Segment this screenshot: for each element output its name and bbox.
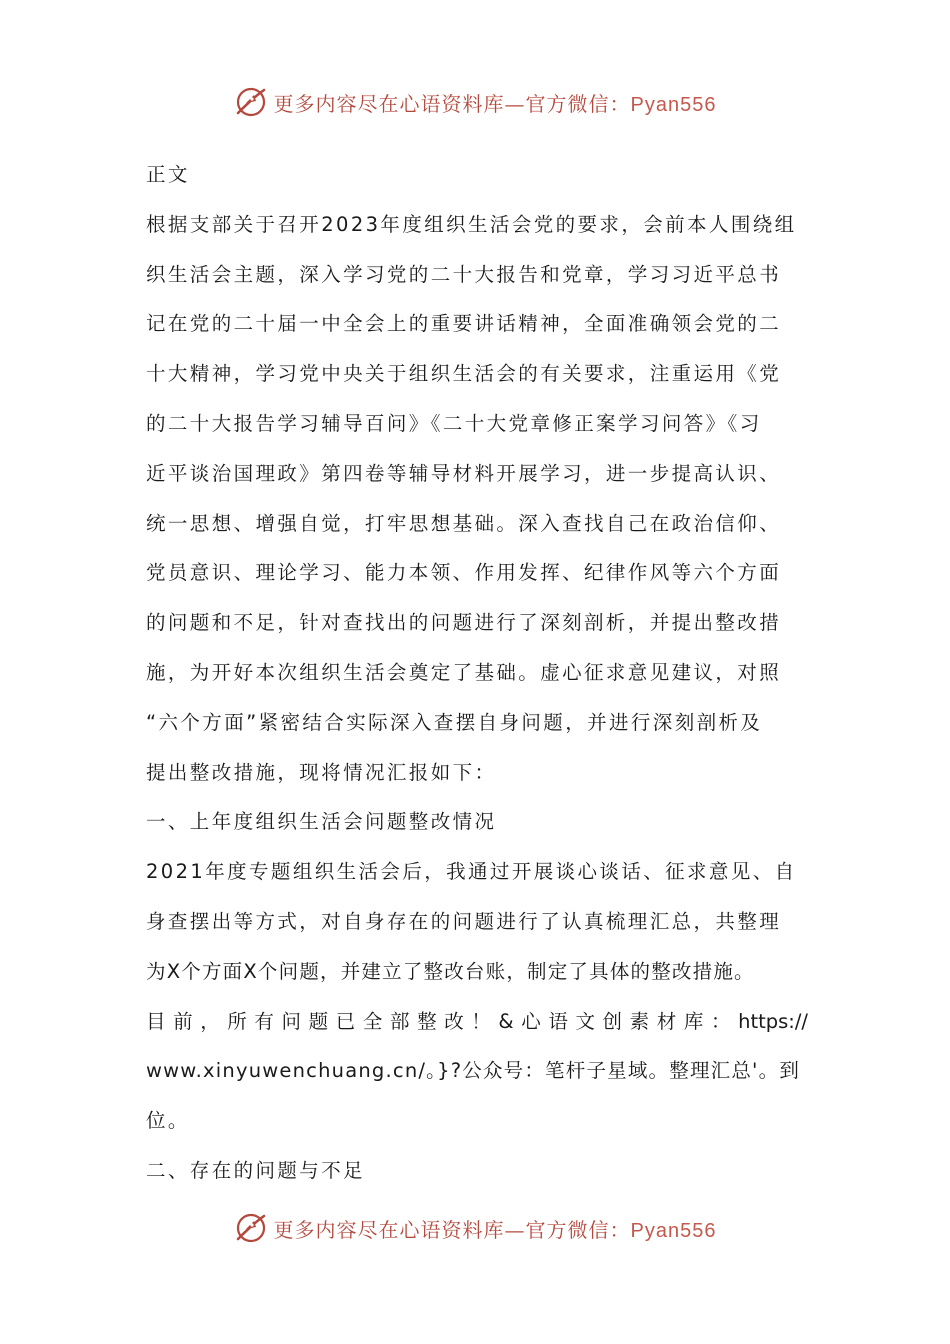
header-banner [0, 82, 950, 122]
paragraph-line: www.xinyuwenchuang.cn/。}?公众号：笔杆子星域。整理汇总'。到 [146, 1059, 801, 1083]
paragraph-line: 根据支部关于召开2023年度组织生活会党的要求，会前本人围绕组 [146, 212, 797, 236]
paragraph-line: 的二十大报告学习辅导百问》《二十大党章修正案学习问答》《习 [146, 411, 762, 435]
paragraph-line: “六个方面”紧密结合实际深入查摆自身问题，并进行深刻剖析及 [146, 710, 763, 734]
heading-zhengwen: 正文 [146, 163, 190, 186]
paragraph-line: 2021年度专题组织生活会后，我通过开展谈心谈话、征求意见、自 [146, 860, 797, 884]
wechat-id: Pyan556 [630, 93, 717, 116]
pen-nib-logo-icon [234, 85, 268, 119]
banner-text: 更多内容尽在心语资料库—官方微信：Pyan556 [273, 1217, 717, 1242]
wechat-id: Pyan556 [630, 1219, 717, 1242]
paragraph-line: 目前，所有问题已全部整改！&心语文创素材库：https:// [146, 1009, 808, 1033]
paragraph-line: 为X个方面X个问题，并建立了整改台账，制定了具体的整改措施。 [146, 959, 755, 983]
paragraph-line: 提出整改措施，现将情况汇报如下： [146, 760, 497, 784]
paragraph-line: 党员意识、理论学习、能力本领、作用发挥、纪律作风等六个方面 [146, 561, 782, 585]
section-heading-1: 一、上年度组织生活会问题整改情况 [146, 810, 497, 834]
footer-banner [0, 1208, 950, 1248]
paragraph-line: 身查摆出等方式，对自身存在的问题进行了认真梳理汇总，共整理 [146, 909, 782, 933]
pen-nib-logo-icon [234, 1211, 268, 1245]
paragraph-line: 的问题和不足，针对查找出的问题进行了深刻剖析，并提出整改措 [146, 611, 782, 635]
section-heading-2: 二、存在的问题与不足 [146, 1158, 366, 1182]
paragraph-line: 织生活会主题，深入学习党的二十大报告和党章，学习习近平总书 [146, 262, 782, 286]
paragraph-line: 十大精神，学习党中央关于组织生活会的有关要求，注重运用《党 [146, 362, 782, 386]
document-body [146, 150, 808, 1196]
paragraph-line: 近平谈治国理政》第四卷等辅导材料开展学习，进一步提高认识、 [146, 461, 782, 485]
paragraph-line: 记在党的二十届一中全会上的重要讲话精神，全面准确领会党的二 [146, 312, 782, 336]
paragraph-line: 位。 [146, 1109, 190, 1133]
paragraph-line: 施，为开好本次组织生活会奠定了基础。虚心征求意见建议，对照 [146, 660, 782, 684]
banner-text: 更多内容尽在心语资料库—官方微信：Pyan556 [273, 91, 717, 116]
paragraph-line: 统一思想、增强自觉，打牢思想基础。深入查找自己在政治信仰、 [146, 511, 782, 535]
